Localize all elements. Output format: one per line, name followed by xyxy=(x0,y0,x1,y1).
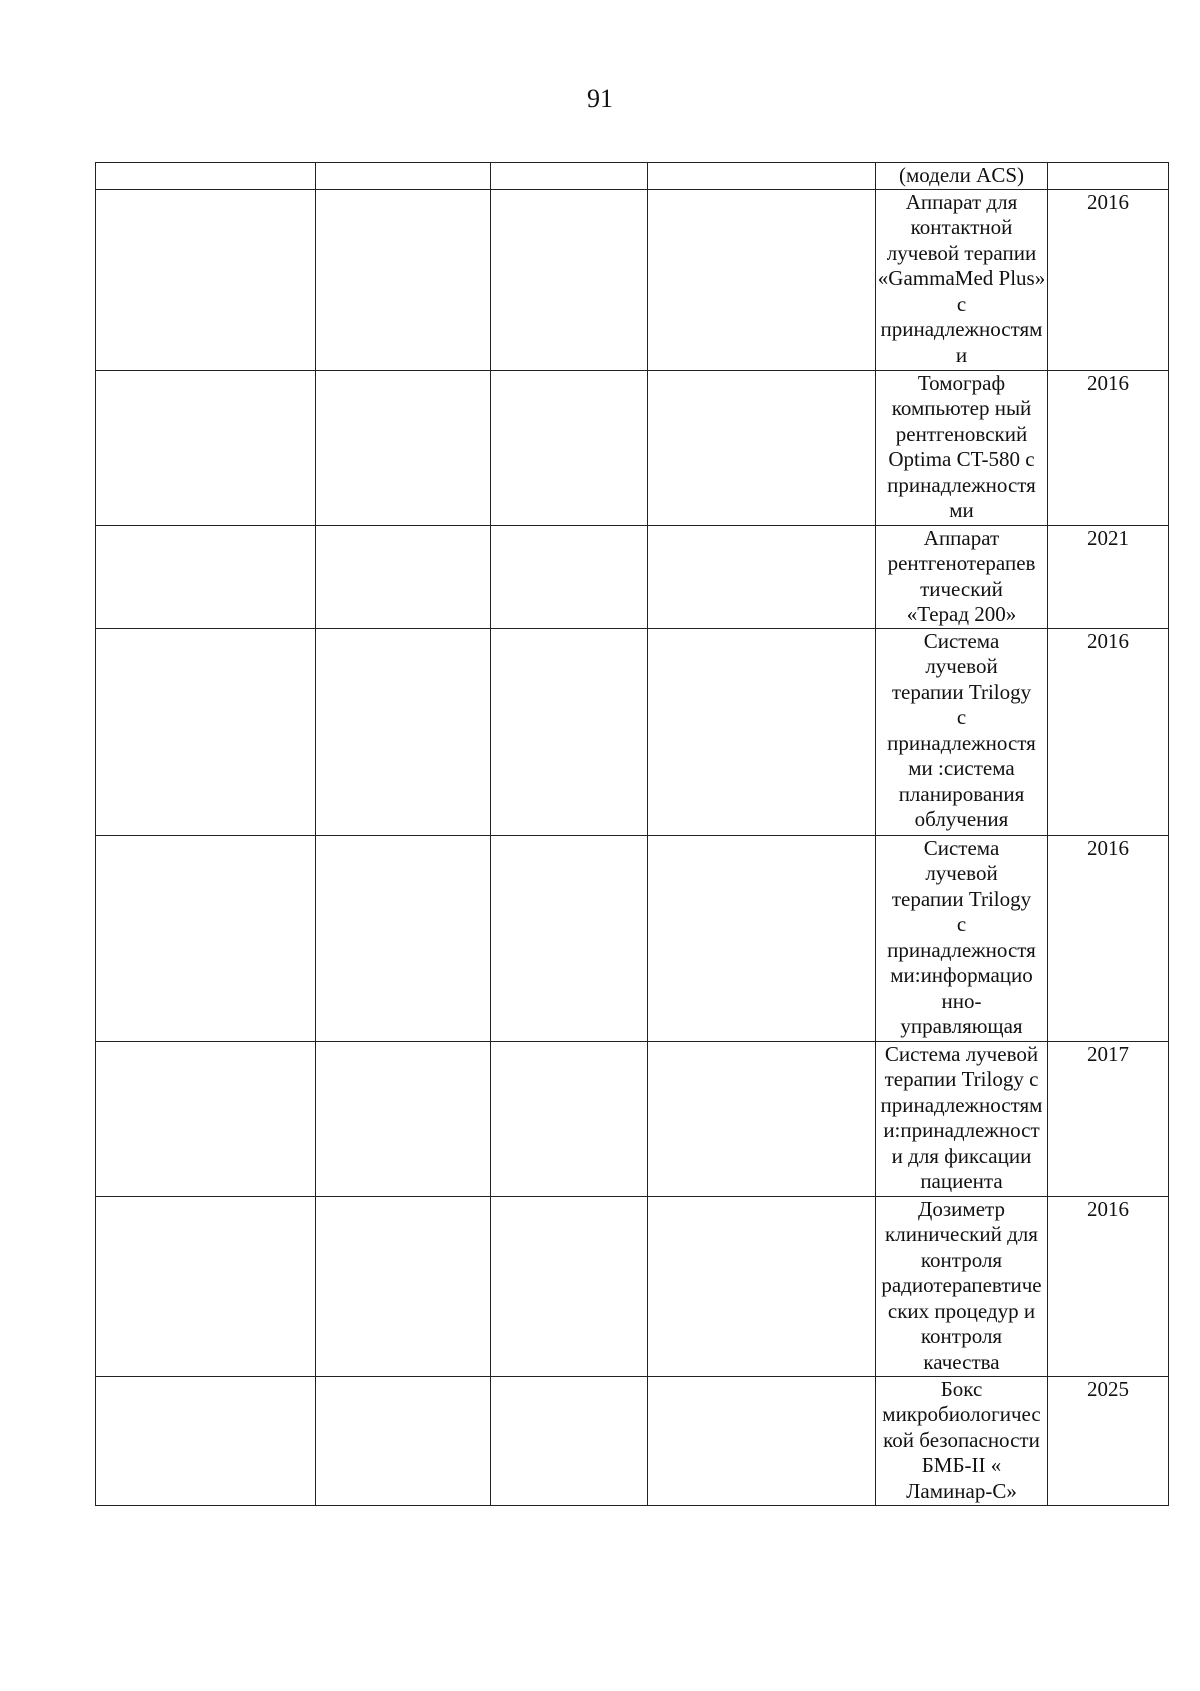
year-cell: 2025 xyxy=(1048,1376,1169,1505)
empty-cell xyxy=(648,628,876,835)
table-row xyxy=(96,525,1169,628)
empty-cell xyxy=(648,163,876,190)
year-cell: 2021 xyxy=(1048,525,1169,628)
year-cell: 2016 xyxy=(1048,628,1169,835)
empty-cell xyxy=(316,835,491,1041)
table-row xyxy=(96,1041,1169,1196)
table-row xyxy=(96,163,1169,190)
empty-cell xyxy=(491,1196,648,1376)
empty-cell xyxy=(316,1196,491,1376)
equipment-name-cell: Томограф компьютер ный рентгеновский Optima CT-580 с принадлежностя ми xyxy=(876,370,1048,525)
equipment-name-cell: Система лучевой терапии Trilogy с принадлежностя ми:информацио нно- управляющая xyxy=(876,835,1048,1041)
empty-cell xyxy=(491,189,648,370)
empty-cell xyxy=(316,189,491,370)
empty-cell xyxy=(96,189,316,370)
empty-cell xyxy=(316,370,491,525)
equipment-name-cell: Аппарат для контактной лучевой терапии «GammaMed Plus» с принадлежностям и xyxy=(876,189,1048,370)
table-row xyxy=(96,1196,1169,1376)
empty-cell xyxy=(648,835,876,1041)
table-row xyxy=(96,835,1169,1041)
empty-cell xyxy=(96,1376,316,1505)
empty-cell xyxy=(491,163,648,190)
empty-cell xyxy=(648,189,876,370)
empty-cell xyxy=(96,525,316,628)
empty-cell xyxy=(491,835,648,1041)
equipment-name-cell: Система лучевой терапии Trilogy с принадлежностям и:принадлежност и для фиксации пациента xyxy=(876,1041,1048,1196)
year-cell xyxy=(1048,163,1169,190)
empty-cell xyxy=(96,1196,316,1376)
table-row xyxy=(96,628,1169,835)
year-cell: 2016 xyxy=(1048,1196,1169,1376)
equipment-name-cell: Дозиметр клинический для контроля радиотерапевтиче ских процедур и контроля качества xyxy=(876,1196,1048,1376)
empty-cell xyxy=(316,163,491,190)
empty-cell xyxy=(491,628,648,835)
empty-cell xyxy=(316,525,491,628)
empty-cell xyxy=(648,1376,876,1505)
empty-cell xyxy=(491,370,648,525)
empty-cell xyxy=(648,1196,876,1376)
empty-cell xyxy=(96,1041,316,1196)
year-cell: 2017 xyxy=(1048,1041,1169,1196)
empty-cell xyxy=(96,163,316,190)
equipment-table xyxy=(95,162,1169,1506)
empty-cell xyxy=(96,835,316,1041)
year-cell: 2016 xyxy=(1048,835,1169,1041)
table-row xyxy=(96,1376,1169,1505)
empty-cell xyxy=(316,1376,491,1505)
year-cell: 2016 xyxy=(1048,189,1169,370)
empty-cell xyxy=(491,525,648,628)
empty-cell xyxy=(96,370,316,525)
equipment-name-cell: Система лучевой терапии Trilogy с принадлежностя ми :система планирования облучения xyxy=(876,628,1048,835)
empty-cell xyxy=(491,1376,648,1505)
empty-cell xyxy=(491,1041,648,1196)
equipment-name-cell: (модели ACS) xyxy=(876,163,1048,190)
equipment-name-cell: Аппарат рентгенотерапев тический «Терад 200» xyxy=(876,525,1048,628)
table-row xyxy=(96,189,1169,370)
table-row xyxy=(96,370,1169,525)
empty-cell xyxy=(648,1041,876,1196)
year-cell: 2016 xyxy=(1048,370,1169,525)
page-number: 91 xyxy=(587,84,613,113)
empty-cell xyxy=(648,370,876,525)
empty-cell xyxy=(648,525,876,628)
empty-cell xyxy=(96,628,316,835)
empty-cell xyxy=(316,628,491,835)
equipment-name-cell: Бокс микробиологичес кой безопасности БМБ-II « Ламинар-С» xyxy=(876,1376,1048,1505)
empty-cell xyxy=(316,1041,491,1196)
